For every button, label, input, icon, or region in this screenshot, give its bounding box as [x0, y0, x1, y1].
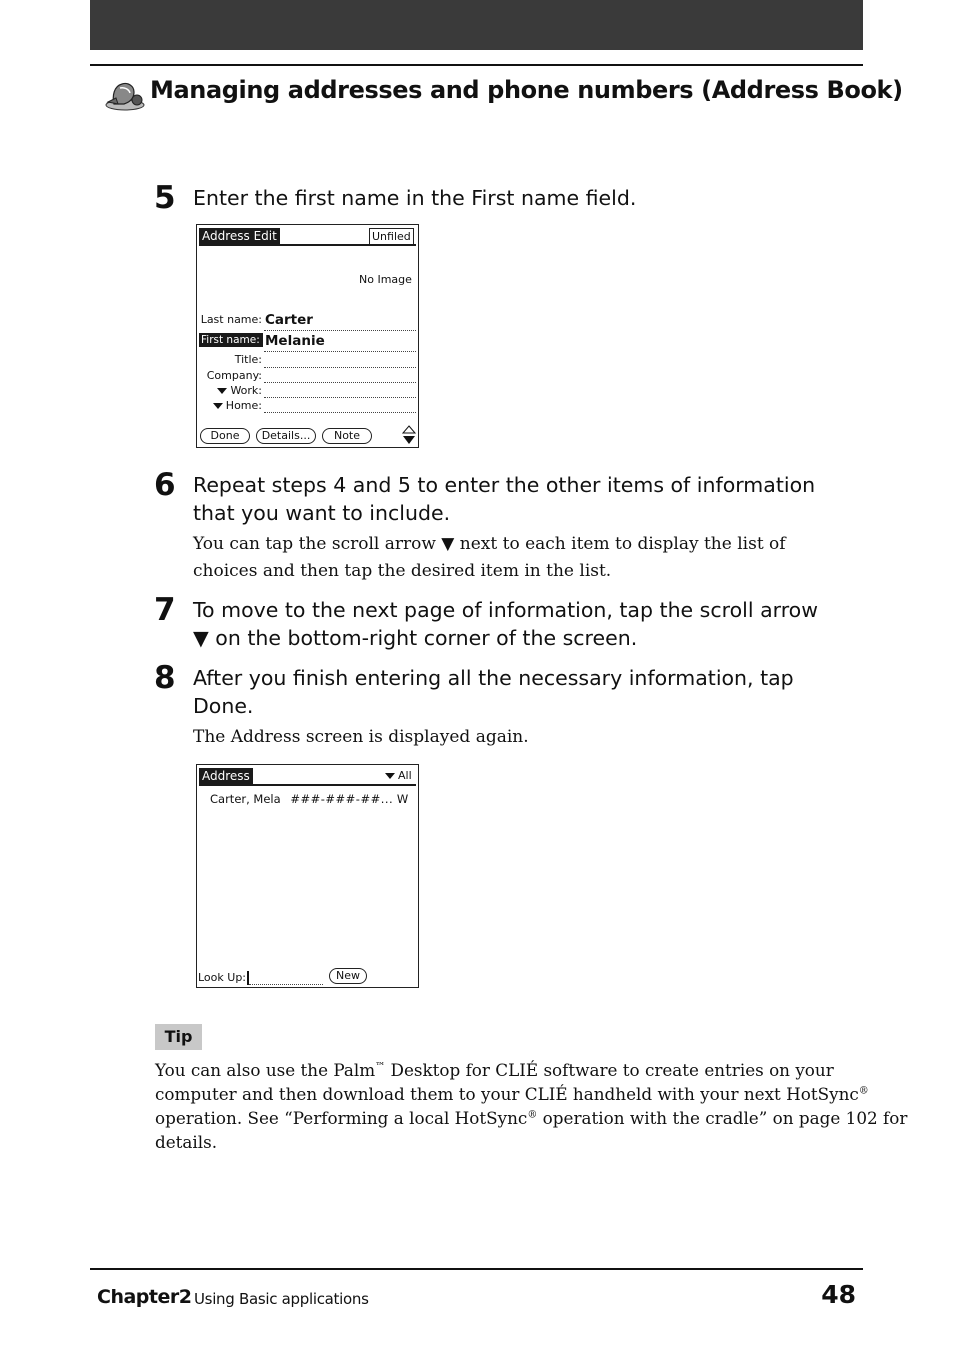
scroll-arrows-icon[interactable]	[402, 425, 416, 445]
title-underline	[199, 244, 416, 246]
tip-line	[155, 1058, 834, 1082]
field-line[interactable]	[264, 397, 416, 398]
step-body	[193, 531, 833, 585]
tip-line	[155, 1130, 217, 1154]
tip-text: computer and then download them to your CLIÉ handheld with your next HotSync	[155, 1084, 859, 1104]
field-line[interactable]	[264, 382, 416, 383]
lookup-input[interactable]	[249, 984, 323, 985]
field-line	[264, 330, 416, 331]
new-button[interactable]: New	[329, 968, 367, 984]
body-line: You can tap the scroll arrow ▼ next to each item to display the list of	[193, 534, 786, 554]
field-label-first-name: First name:	[199, 333, 263, 347]
registered-mark: ®	[858, 1085, 869, 1097]
step-line: After you finish entering all the necessary information, tap	[193, 666, 794, 690]
step-line: Repeat steps 4 and 5 to enter the other items of information	[193, 473, 816, 497]
category-selector[interactable]: Unfiled	[369, 228, 414, 244]
category-label: All	[398, 769, 412, 782]
lookup-label: Look Up:	[198, 971, 247, 984]
step-text	[193, 184, 858, 212]
body-line: choices and then tap the desired item in the list.	[193, 561, 612, 581]
screen-title: Address	[199, 768, 253, 785]
tip-text: operation with the cradle” on page 102 for	[537, 1108, 908, 1128]
address-book-icon	[104, 78, 146, 112]
entry-phone: ###-###-##...	[290, 792, 394, 806]
field-line[interactable]	[264, 367, 416, 368]
page-number: 48	[821, 1280, 856, 1309]
step-text	[193, 471, 858, 527]
no-image-label: No Image	[359, 273, 412, 286]
step-number: 7	[154, 592, 176, 628]
screen-title: Address Edit	[199, 228, 280, 245]
field-line	[264, 351, 416, 352]
step-line: Enter the first name in the First name field.	[193, 186, 637, 210]
step-number: 5	[154, 180, 176, 216]
details-button[interactable]: Details...	[256, 428, 316, 444]
dropdown-arrow-icon	[213, 403, 223, 409]
step-text	[193, 664, 858, 720]
address-edit-screen	[196, 224, 419, 448]
step-number: 6	[154, 467, 176, 503]
footer-rule	[90, 1268, 863, 1270]
list-item[interactable]	[210, 792, 408, 806]
field-line[interactable]	[264, 412, 416, 413]
note-button[interactable]: Note	[322, 428, 372, 444]
step-line: Done.	[193, 694, 254, 718]
entry-name: Carter, Mela	[210, 792, 281, 806]
field-label-title: Title:	[234, 353, 262, 366]
field-label-company: Company:	[206, 369, 262, 382]
chapter-title: Using Basic applications	[194, 1290, 369, 1308]
body-line: The Address screen is displayed again.	[193, 727, 529, 747]
field-label-work[interactable]	[199, 384, 262, 397]
address-list-screen	[196, 764, 419, 988]
chapter-label: Chapter2	[97, 1286, 192, 1308]
header-bar	[90, 0, 863, 50]
field-label-home[interactable]	[199, 399, 262, 412]
tip-text: details.	[155, 1132, 218, 1152]
tip-line	[155, 1106, 907, 1130]
step-line: ▼ on the bottom-right corner of the screen.	[193, 626, 638, 650]
step-body	[193, 724, 833, 751]
header-rule	[90, 64, 863, 66]
step-line: To move to the next page of information, tap the scroll arrow	[193, 598, 818, 622]
tip-line	[155, 1082, 869, 1106]
step-text	[193, 596, 858, 652]
tip-text: operation. See “Performing a local HotSync	[155, 1108, 528, 1128]
step-line: that you want to include.	[193, 501, 451, 525]
category-dropdown[interactable]	[385, 769, 412, 782]
step-number: 8	[154, 660, 176, 696]
page-title: Managing addresses and phone numbers (Address Book)	[150, 76, 903, 104]
tip-label: Tip	[155, 1024, 202, 1050]
entry-phone-type: W	[396, 792, 409, 806]
text-cursor	[247, 971, 249, 985]
dropdown-arrow-icon	[385, 773, 395, 779]
registered-mark: ®	[527, 1109, 538, 1121]
done-button[interactable]: Done	[200, 428, 250, 444]
field-label-text: Home:	[225, 399, 262, 412]
field-label-text: Work:	[230, 384, 262, 397]
dropdown-arrow-icon	[217, 388, 227, 394]
trademark-mark: ™	[375, 1061, 386, 1073]
field-value-first-name[interactable]: Melanie	[265, 333, 325, 349]
field-value-last-name[interactable]: Carter	[265, 312, 313, 328]
tip-text: You can also use the Palm	[155, 1060, 376, 1080]
field-label-last-name: Last name:	[200, 313, 262, 326]
title-underline	[199, 784, 416, 786]
tip-text: Desktop for CLIÉ software to create entries on your	[385, 1060, 834, 1080]
